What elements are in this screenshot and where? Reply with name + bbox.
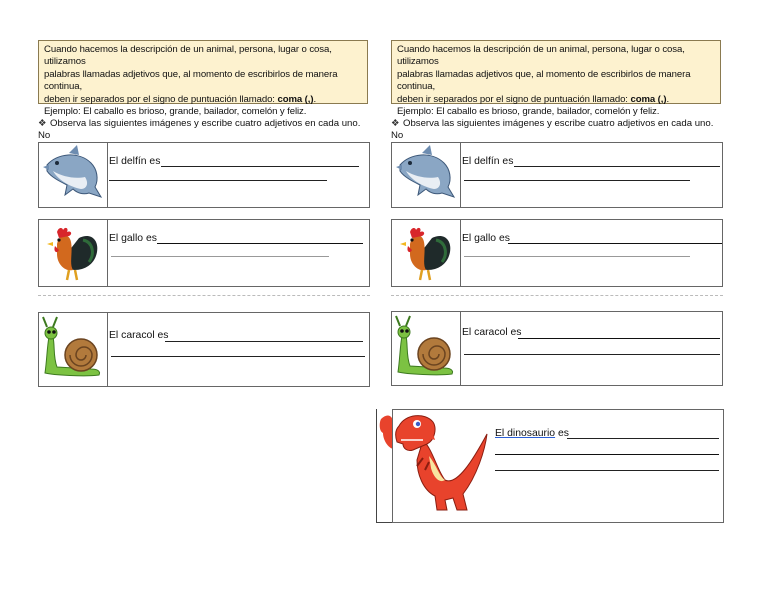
dinosaur-icon	[393, 410, 493, 522]
snail-label: El caracol es	[462, 327, 522, 338]
rooster-label: El gallo es	[462, 233, 510, 244]
info-line-3: deben ir separados por el signo de puntuación llamado: coma (,).	[44, 93, 317, 105]
info-box	[391, 40, 721, 118]
snail-card	[391, 311, 723, 386]
answer-line[interactable]	[157, 243, 363, 244]
dinosaur-label-name: El dinosaurio	[495, 428, 556, 439]
snail-card	[38, 312, 370, 387]
divider	[391, 295, 723, 296]
dinosaur-card	[392, 409, 724, 523]
dinosaur-icon	[377, 409, 393, 459]
dinosaur-label	[495, 428, 569, 439]
answer-line[interactable]	[495, 454, 719, 455]
answer-line[interactable]	[109, 180, 327, 181]
dolphin-card	[391, 142, 723, 208]
answer-line[interactable]	[567, 438, 719, 439]
snail-icon	[39, 313, 108, 386]
dinosaur-card-fragment	[376, 409, 392, 523]
dolphin-card	[38, 142, 370, 208]
snail-icon	[392, 312, 461, 385]
answer-line[interactable]	[111, 356, 365, 357]
answer-line[interactable]	[161, 166, 359, 167]
dolphin-label: El delfín es	[109, 156, 161, 167]
divider	[38, 295, 370, 296]
rooster-label: El gallo es	[109, 233, 157, 244]
rooster-card	[391, 219, 723, 287]
answer-line[interactable]	[464, 354, 720, 355]
answer-line[interactable]	[495, 470, 719, 471]
snail-label: El caracol es	[109, 330, 169, 341]
info-box	[38, 40, 368, 118]
info-line-1: Cuando hacemos la descripción de un animal, persona, lugar o cosa, utilizamos	[44, 44, 332, 68]
rooster-icon	[39, 220, 108, 286]
info-line-3: deben ir separados por el signo de puntuación llamado: coma (,).	[397, 93, 670, 105]
answer-line[interactable]	[464, 180, 690, 181]
dolphin-icon	[392, 143, 461, 207]
rooster-card	[38, 219, 370, 287]
bullet-icon: ❖	[391, 118, 400, 129]
answer-line[interactable]	[518, 338, 720, 339]
info-line-2: palabras llamadas adjetivos que, al momento de escribirlos de manera continua,	[44, 68, 338, 93]
info-line-2: palabras llamadas adjetivos que, al momento de escribirlos de manera continua,	[397, 68, 691, 93]
answer-line[interactable]	[508, 243, 722, 244]
answer-line[interactable]	[111, 256, 329, 257]
dinosaur-label-suffix: es	[555, 428, 569, 439]
answer-line[interactable]	[514, 166, 720, 167]
dolphin-icon	[39, 143, 108, 207]
bullet-icon: ❖	[38, 118, 47, 129]
info-line-1: Cuando hacemos la descripción de un animal, persona, lugar o cosa, utilizamos	[397, 44, 685, 68]
rooster-icon	[392, 220, 461, 286]
info-example: Ejemplo: El caballo es brioso, grande, bailador, comelón y feliz.	[397, 106, 660, 118]
info-example: Ejemplo: El caballo es brioso, grande, bailador, comelón y feliz.	[44, 106, 307, 118]
answer-line[interactable]	[464, 256, 690, 257]
instruction-line-1: Observa las siguientes imágenes y escribe cuatro adjetivos en cada uno. No	[38, 118, 361, 141]
answer-line[interactable]	[165, 341, 363, 342]
instruction-line-1: Observa las siguientes imágenes y escribe cuatro adjetivos en cada uno. No	[391, 118, 714, 141]
dolphin-label: El delfín es	[462, 156, 514, 167]
